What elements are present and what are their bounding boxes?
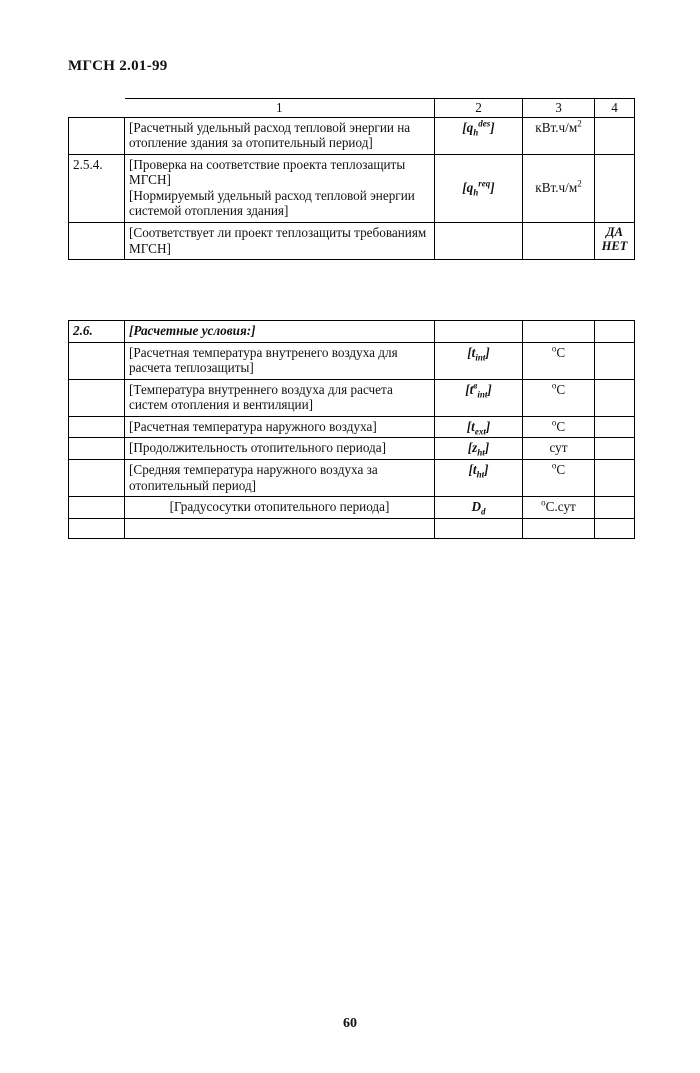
spacer-cell xyxy=(69,518,125,538)
section-symbol xyxy=(435,321,523,343)
table-row xyxy=(69,438,635,460)
row-description: [Продолжительность отопительного периода] xyxy=(125,438,435,460)
table-row xyxy=(69,154,635,222)
row-unit: $^о$С.сут xyxy=(523,497,595,519)
column-header-1: 1 xyxy=(125,99,435,118)
row-symbol: $[t_{ht}]$ xyxy=(435,460,523,497)
row-description-line2: [Нормируемый удельный расход тепловой энергии системой отопления здания] xyxy=(129,187,415,219)
row-result xyxy=(595,497,635,519)
row-symbol: $[t_{ext}]$ xyxy=(435,416,523,438)
row-number xyxy=(69,117,125,154)
row-unit: $^о$С xyxy=(523,379,595,416)
table-row xyxy=(69,460,635,497)
row-result xyxy=(595,460,635,497)
row-description: [Средняя температура наружного воздуха за отопительный период] xyxy=(125,460,435,497)
energy-consumption-table xyxy=(68,98,635,260)
table-row xyxy=(69,379,635,416)
row-number xyxy=(69,416,125,438)
table-row xyxy=(69,223,635,260)
row-unit: $кВт.ч/м^2$ xyxy=(523,154,595,222)
table-row xyxy=(69,342,635,379)
row-description xyxy=(125,154,435,222)
row-unit: $^о$С xyxy=(523,342,595,379)
table-row xyxy=(69,117,635,154)
row-symbol: $[t^в_{int}]$ xyxy=(435,379,523,416)
section-row xyxy=(69,321,635,343)
table-row xyxy=(69,497,635,519)
row-description: [Расчетная температура наружного воздуха] xyxy=(125,416,435,438)
row-symbol: $[q_h^{des}]$ xyxy=(435,117,523,154)
spacer-cell xyxy=(523,518,595,538)
row-symbol: $[t_{int}]$ xyxy=(435,342,523,379)
row-unit: $^о$С xyxy=(523,416,595,438)
section-unit xyxy=(523,321,595,343)
row-number xyxy=(69,460,125,497)
row-description: [Расчетный удельный расход тепловой энергии на отопление здания за отопительный период] xyxy=(125,117,435,154)
row-symbol: $[q_h^{req}]$ xyxy=(435,154,523,222)
row-unit xyxy=(523,223,595,260)
table-row xyxy=(69,416,635,438)
document-header: МГСН 2.01-99 xyxy=(68,58,168,74)
row-description: [Соответствует ли проект теплозащиты требованиям МГСН] xyxy=(125,223,435,260)
section-result xyxy=(595,321,635,343)
row-description: [Градусосутки отопительного периода] xyxy=(125,497,435,519)
row-description: [Расчетная температура внутренего воздуха для расчета теплозащиты] xyxy=(125,342,435,379)
row-result xyxy=(595,342,635,379)
row-result xyxy=(595,416,635,438)
row-number xyxy=(69,438,125,460)
table-spacer-row xyxy=(69,518,635,538)
answer-no: НЕТ xyxy=(601,239,628,254)
column-header-3: 3 xyxy=(523,99,595,118)
row-symbol: $[z_{ht}]$ xyxy=(435,438,523,460)
row-number: 2.5.4. xyxy=(69,154,125,222)
answer-yes: ДА xyxy=(606,225,623,240)
row-number xyxy=(69,223,125,260)
row-result-yesno xyxy=(595,223,635,260)
column-header-blank xyxy=(69,99,125,118)
row-symbol xyxy=(435,223,523,260)
row-description: [Температура внутреннего воздуха для расчета систем отопления и вентиляции] xyxy=(125,379,435,416)
row-symbol: $D_d$ xyxy=(435,497,523,519)
row-unit: сут xyxy=(523,438,595,460)
page-number: 60 xyxy=(343,1016,357,1031)
row-result xyxy=(595,154,635,222)
row-unit: $^о$С xyxy=(523,460,595,497)
row-number xyxy=(69,342,125,379)
spacer-cell xyxy=(435,518,523,538)
section-title: [Расчетные условия:] xyxy=(125,321,435,343)
row-description-line1: [Проверка на соответствие проекта теплозащиты МГСН] xyxy=(129,156,406,188)
row-unit: $кВт.ч/м^2$ xyxy=(523,117,595,154)
section-number: 2.6. xyxy=(69,321,125,343)
column-header-4: 4 xyxy=(595,99,635,118)
column-header-2: 2 xyxy=(435,99,523,118)
row-number xyxy=(69,379,125,416)
row-result xyxy=(595,117,635,154)
row-result xyxy=(595,438,635,460)
design-conditions-table xyxy=(68,320,635,539)
spacer-cell xyxy=(595,518,635,538)
spacer-cell xyxy=(125,518,435,538)
row-number xyxy=(69,497,125,519)
table-header-row xyxy=(69,99,635,118)
row-result xyxy=(595,379,635,416)
